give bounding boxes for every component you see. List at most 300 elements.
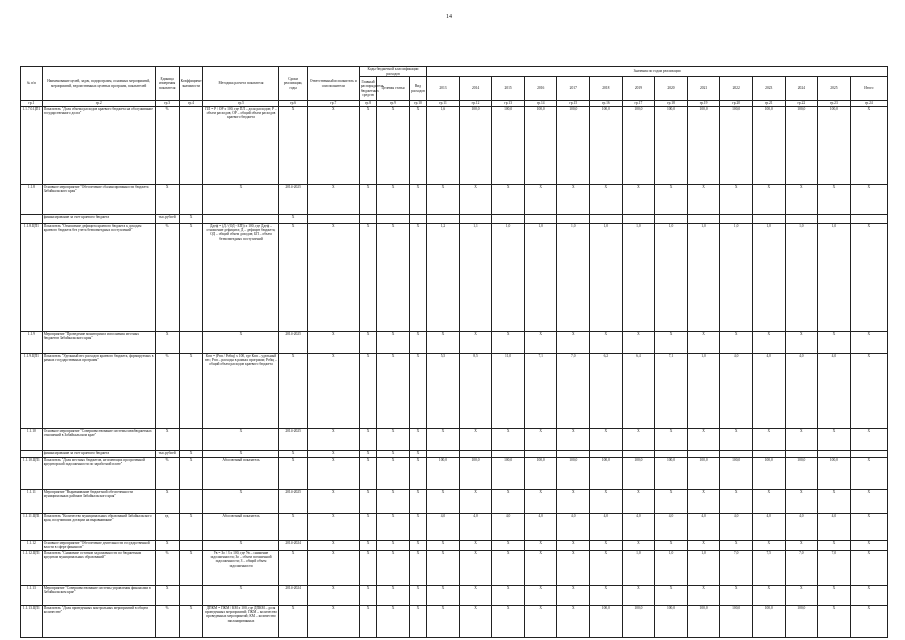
row-year-value (785, 215, 818, 224)
row-method: X (203, 451, 279, 458)
row-year-value: 4,0 (427, 514, 460, 541)
row-year-value: 1,0 (785, 224, 818, 332)
row-responsible: X (307, 606, 359, 638)
row-term: X (279, 458, 307, 490)
row-year-value: 7,1 (524, 354, 557, 429)
program-indicators-table (20, 66, 888, 638)
row-year-value: X (590, 541, 623, 551)
row-year-value: X (622, 541, 655, 551)
header-col-unit: Единица измерения показателя (155, 67, 179, 101)
row-year-value: 4,0 (720, 354, 753, 429)
table-row (21, 606, 888, 638)
row-year-value (622, 451, 655, 458)
row-year-value: 100,0 (492, 107, 525, 185)
row-year-value: 100,0 (622, 606, 655, 638)
row-responsible: X (307, 332, 359, 354)
row-term: X (279, 606, 307, 638)
column-number-cell: гр.22 (785, 101, 818, 107)
row-year-value: 100,0 (785, 606, 818, 638)
row-year-value: 100,0 (622, 458, 655, 490)
row-year-value: X (557, 606, 590, 638)
row-year-value (524, 215, 557, 224)
row-year-value: X (524, 551, 557, 586)
row-responsible: X (307, 451, 359, 458)
row-budget-type: X (409, 185, 426, 215)
column-number-cell: гр.4 (179, 101, 203, 107)
row-number: 1.1.11.ЦП1 (21, 514, 43, 541)
row-budget-section: X (377, 490, 410, 514)
row-year-value: X (785, 586, 818, 606)
row-year-value: X (818, 541, 851, 551)
row-name: Показатель "Доля проведенных контрольных мероприятий в общем количестве" (42, 606, 155, 638)
row-year-value: 4,0 (818, 354, 851, 429)
row-responsible: X (307, 458, 359, 490)
row-year-value: 100,0 (590, 107, 623, 185)
row-budget-grbs: X (359, 185, 376, 215)
row-coef: X (179, 458, 203, 490)
row-number: 1.1.12.ЦП1 (21, 551, 43, 586)
row-year-value: 100,0 (655, 606, 688, 638)
row-year-value: 1,0 (655, 224, 688, 332)
row-coef: X (179, 551, 203, 586)
row-year-value: X (459, 490, 492, 514)
row-year-value: X (524, 429, 557, 451)
row-year-value: X (818, 490, 851, 514)
row-number: 1.1.9 (21, 332, 43, 354)
row-year-value: 100,0 (655, 458, 688, 490)
row-year-value: X (427, 332, 460, 354)
row-year-value: X (590, 551, 623, 586)
row-year-value: 4,0 (622, 514, 655, 541)
row-method: X (203, 185, 279, 215)
row-year-value (459, 451, 492, 458)
table-row (21, 541, 888, 551)
row-method: Ув = Зо / З x 100, где Ув – снижение задолженности; Зо – объем погашенной задолженности; З – общий объем задолженности (203, 551, 279, 586)
row-unit: X (155, 586, 179, 606)
row-year-value: X (818, 332, 851, 354)
row-year-value: X (524, 586, 557, 606)
row-year-value: X (655, 185, 688, 215)
row-responsible: X (307, 354, 359, 429)
row-year-value: X (427, 541, 460, 551)
row-year-value: X (524, 490, 557, 514)
row-year-value: X (459, 185, 492, 215)
row-budget-type: X (409, 586, 426, 606)
row-year-value: 1,0 (720, 224, 753, 332)
row-unit: X (155, 490, 179, 514)
row-term: X (279, 451, 307, 458)
row-coef (179, 107, 203, 185)
row-coef (179, 185, 203, 215)
table-row (21, 332, 888, 354)
row-name: финансирование за счет краевого бюджета (42, 451, 155, 458)
table-row (21, 586, 888, 606)
row-budget-type: X (409, 490, 426, 514)
row-year-value: X (752, 541, 785, 551)
row-year-value: X (752, 429, 785, 451)
row-budget-type (409, 215, 426, 224)
program-table-sheet (20, 66, 888, 638)
row-method (203, 215, 279, 224)
column-number-cell: гр.16 (590, 101, 623, 107)
header-col-responsible: Ответственный исполнитель и соисполнители (307, 67, 359, 101)
table-row (21, 514, 888, 541)
row-year-value: X (752, 490, 785, 514)
row-year-value: 4,0 (655, 514, 688, 541)
row-unit: X (155, 541, 179, 551)
header-year: 2021 (687, 77, 720, 101)
row-budget-type: X (409, 514, 426, 541)
row-budget-type: X (409, 551, 426, 586)
row-year-value: 100,0 (492, 458, 525, 490)
row-budget-section: X (377, 354, 410, 429)
row-year-value: 7,5 (752, 551, 785, 586)
column-number-cell: гр.17 (622, 101, 655, 107)
row-responsible: X (307, 541, 359, 551)
row-budget-grbs: X (359, 224, 376, 332)
row-year-value: 4,0 (752, 514, 785, 541)
row-year-value: X (655, 332, 688, 354)
row-method: Кпп = (Рпп / Робщ) x 100, где Кпп – удельный вес; Рпп – расходы в рамках программ; Робщ – общий объем расходов краевого бюджета (203, 354, 279, 429)
row-year-value: 7,0 (785, 551, 818, 586)
row-coef: X (179, 451, 203, 458)
row-number: 1.1.11 (21, 490, 43, 514)
row-year-value: 4,0 (720, 514, 753, 541)
row-year-value: X (622, 332, 655, 354)
row-year-value (459, 215, 492, 224)
row-number: 1.1.10 (21, 429, 43, 451)
row-number: 1.1.8 (21, 185, 43, 215)
row-coef (179, 586, 203, 606)
row-year-value: 100,0 (590, 606, 623, 638)
row-year-value: X (590, 429, 623, 451)
row-total: X (850, 354, 887, 429)
row-name: финансирование за счет краевого бюджета (42, 215, 155, 224)
row-year-value: X (492, 606, 525, 638)
row-year-value: 100,0 (752, 458, 785, 490)
row-year-value (524, 451, 557, 458)
row-unit: % (155, 354, 179, 429)
row-budget-grbs: X (359, 451, 376, 458)
row-responsible: X (307, 429, 359, 451)
row-year-value: X (622, 490, 655, 514)
row-year-value: X (459, 332, 492, 354)
header-col-coef: Коэффициент значимости (179, 67, 203, 101)
row-year-value: X (492, 586, 525, 606)
row-year-value (492, 215, 525, 224)
row-unit: ед. (155, 514, 179, 541)
row-budget-type: X (409, 332, 426, 354)
header-col-no: № п/п (21, 67, 43, 101)
row-unit: % (155, 107, 179, 185)
row-year-value: 100,0 (524, 107, 557, 185)
row-method: X (203, 586, 279, 606)
row-year-value (720, 215, 753, 224)
column-number-cell: гр.13 (492, 101, 525, 107)
row-budget-section: X (377, 514, 410, 541)
column-number-cell: гр.12 (459, 101, 492, 107)
row-number: 1.1.13 (21, 586, 43, 606)
row-name: Показатель "Снижение остатков задолженности по бюджетным кредитам муниципальных образований" (42, 551, 155, 586)
row-year-value: X (524, 606, 557, 638)
row-year-value: X (752, 185, 785, 215)
row-coef: X (179, 606, 203, 638)
row-budget-type: X (409, 224, 426, 332)
table-row (21, 185, 888, 215)
row-responsible: X (307, 224, 359, 332)
row-method: X (203, 429, 279, 451)
row-year-value: X (427, 185, 460, 215)
row-total: X (850, 107, 887, 185)
row-year-value: X (720, 429, 753, 451)
row-name: Показатель "Количество муниципальных образований Забайкальского края, получивших дотации на выравнивание" (42, 514, 155, 541)
row-year-value: 100,0 (524, 458, 557, 490)
row-total: X (850, 586, 887, 606)
row-year-value (622, 215, 655, 224)
row-year-value: X (622, 429, 655, 451)
row-year-value (492, 451, 525, 458)
row-responsible: X (307, 490, 359, 514)
row-responsible (307, 215, 359, 224)
row-year-value (557, 215, 590, 224)
row-year-value: 1,0 (752, 224, 785, 332)
row-responsible: X (307, 185, 359, 215)
row-year-value: X (557, 586, 590, 606)
row-term: X (279, 107, 307, 185)
row-year-value: 100,0 (590, 458, 623, 490)
row-method: X (203, 490, 279, 514)
header-total: Итого (850, 77, 887, 101)
row-term: X (279, 551, 307, 586)
header-budget-codes: Коды бюджетной классификации расходов (359, 67, 426, 77)
row-year-value: X (655, 586, 688, 606)
row-unit: % (155, 551, 179, 586)
row-budget-grbs: X (359, 514, 376, 541)
row-year-value: X (459, 429, 492, 451)
row-total: X (850, 224, 887, 332)
row-year-value: X (785, 332, 818, 354)
row-year-value: 4,0 (557, 514, 590, 541)
row-budget-section: X (377, 586, 410, 606)
row-budget-type: X (409, 354, 426, 429)
row-year-value: 7,0 (720, 551, 753, 586)
row-budget-grbs: X (359, 551, 376, 586)
header-budget-section: Целевая статья (377, 77, 410, 101)
row-year-value: 100,0 (557, 107, 590, 185)
row-responsible: X (307, 586, 359, 606)
row-term: X (279, 224, 307, 332)
header-year: 2023 (752, 77, 785, 101)
row-year-value: X (492, 490, 525, 514)
row-year-value: 100,0 (655, 107, 688, 185)
header-year: 2017 (557, 77, 590, 101)
row-year-value: X (427, 429, 460, 451)
row-budget-type: X (409, 429, 426, 451)
table-row (21, 451, 888, 458)
row-term: 2014-2024 (279, 541, 307, 551)
row-year-value: X (655, 490, 688, 514)
row-year-value: X (427, 586, 460, 606)
row-year-value (427, 451, 460, 458)
row-number (21, 215, 43, 224)
row-year-value: X (524, 332, 557, 354)
row-total: X (850, 514, 887, 541)
row-year-value: 100,0 (818, 458, 851, 490)
row-year-value: X (655, 541, 688, 551)
header-year: 2018 (590, 77, 623, 101)
row-year-value (752, 215, 785, 224)
row-coef (179, 332, 203, 354)
row-budget-grbs: X (359, 354, 376, 429)
row-year-value: X (687, 490, 720, 514)
column-number-cell: гр.20 (720, 101, 753, 107)
row-year-value: X (622, 185, 655, 215)
row-year-value: 4,0 (459, 514, 492, 541)
row-term: 2014-2025 (279, 490, 307, 514)
table-row (21, 215, 888, 224)
row-year-value: X (687, 332, 720, 354)
row-year-value: X (818, 586, 851, 606)
column-number-cell: гр.7 (307, 101, 359, 107)
header-year: 2025 (818, 77, 851, 101)
header-year: 2019 (622, 77, 655, 101)
row-coef: X (179, 514, 203, 541)
row-responsible: X (307, 551, 359, 586)
row-year-value: 1,2 (427, 224, 460, 332)
column-number-cell: гр.21 (752, 101, 785, 107)
row-year-value: X (557, 551, 590, 586)
row-responsible: X (307, 514, 359, 541)
row-year-value: X (752, 586, 785, 606)
row-year-value (818, 451, 851, 458)
row-term: X (279, 514, 307, 541)
row-year-value (720, 451, 753, 458)
row-method: X (203, 541, 279, 551)
header-year: 2020 (655, 77, 688, 101)
row-year-value (427, 215, 460, 224)
row-budget-section: X (377, 458, 410, 490)
row-year-value: 100,0 (720, 107, 753, 185)
row-name: Показатель "Доля объема расходов краевого бюджета на обслуживание государственного долга" (42, 107, 155, 185)
row-year-value: 6,4 (622, 354, 655, 429)
table-row (21, 458, 888, 490)
row-year-value: X (785, 541, 818, 551)
row-total: X (850, 541, 887, 551)
row-year-value: 7,0 (818, 551, 851, 586)
row-year-value: X (818, 185, 851, 215)
row-year-value (785, 451, 818, 458)
row-year-value: 11,0 (492, 354, 525, 429)
column-number-cell: гр.1 (21, 101, 43, 107)
row-year-value: X (687, 541, 720, 551)
row-unit: % (155, 458, 179, 490)
row-year-value: 100,0 (622, 107, 655, 185)
row-year-value: X (720, 586, 753, 606)
row-budget-grbs: X (359, 107, 376, 185)
row-name: Мероприятие "Совершенствование системы управления финансами в Забайкальском крае" (42, 586, 155, 606)
row-total: X (850, 429, 887, 451)
row-year-value: 4,0 (590, 514, 623, 541)
row-number (21, 451, 43, 458)
row-year-value: X (785, 490, 818, 514)
column-number-cell: гр.24 (850, 101, 887, 107)
row-method: Ддеф = (Д / (ОД - БП)) x 100, где Ддеф – отношение дефицита; Д – дефицит бюджета; ОД – общий объем доходов; БП – объем безвозмездных поступлений (203, 224, 279, 332)
row-year-value (687, 451, 720, 458)
row-year-value: 4,0 (785, 514, 818, 541)
row-year-value: 100,0 (687, 458, 720, 490)
row-term: 2014-2025 (279, 185, 307, 215)
row-budget-section: X (377, 429, 410, 451)
row-coef (179, 490, 203, 514)
row-year-value: X (752, 332, 785, 354)
row-year-value: X (818, 429, 851, 451)
column-number-cell: гр.10 (409, 101, 426, 107)
column-number-cell: гр.23 (818, 101, 851, 107)
row-year-value: 4,0 (785, 354, 818, 429)
table-row (21, 224, 888, 332)
row-unit: X (155, 332, 179, 354)
row-total: X (850, 551, 887, 586)
row-year-value: X (492, 185, 525, 215)
row-budget-type: X (409, 451, 426, 458)
row-year-value: X (818, 606, 851, 638)
row-term: X (279, 215, 307, 224)
row-unit: X (155, 185, 179, 215)
row-year-value: 100,0 (557, 458, 590, 490)
row-year-value: 100,0 (687, 107, 720, 185)
row-year-value: X (720, 332, 753, 354)
row-year-value: 8,5 (459, 354, 492, 429)
row-year-value: X (492, 332, 525, 354)
row-year-value: X (492, 541, 525, 551)
row-year-value: X (785, 429, 818, 451)
row-year-value: X (459, 606, 492, 638)
row-total: X (850, 490, 887, 514)
row-year-value: X (557, 541, 590, 551)
row-year-value: 1,1 (459, 224, 492, 332)
row-unit: тыс.рублей (155, 451, 179, 458)
row-year-value: 4,0 (818, 514, 851, 541)
row-budget-grbs: X (359, 586, 376, 606)
row-year-value: 1,0 (687, 551, 720, 586)
row-year-value (655, 451, 688, 458)
row-year-value: 100,0 (720, 458, 753, 490)
row-budget-grbs: X (359, 458, 376, 490)
column-number-cell: гр.11 (427, 101, 460, 107)
row-year-value: X (785, 185, 818, 215)
row-budget-section (377, 215, 410, 224)
row-term: 2014-2025 (279, 429, 307, 451)
row-year-value: X (427, 606, 460, 638)
row-year-value: 1,0 (687, 224, 720, 332)
header-values-by-year: Значения по годам реализации (427, 67, 888, 77)
table-row (21, 429, 888, 451)
row-unit: % (155, 606, 179, 638)
row-budget-section: X (377, 606, 410, 638)
row-budget-section: X (377, 551, 410, 586)
row-year-value: 1,6 (427, 107, 460, 185)
row-year-value (557, 451, 590, 458)
row-budget-type: X (409, 541, 426, 551)
row-name: Показатель "Удельный вес расходов краевого бюджета, формируемых в рамках государственных программ" (42, 354, 155, 429)
row-year-value: 1,0 (818, 224, 851, 332)
row-budget-section: X (377, 332, 410, 354)
header-year: 2016 (524, 77, 557, 101)
row-coef: X (179, 215, 203, 224)
row-year-value: X (720, 185, 753, 215)
row-name: Показатель "Доля местных бюджетов, не имеющих просроченной кредиторской задолженности по заработной плате" (42, 458, 155, 490)
header-year: 2024 (785, 77, 818, 101)
